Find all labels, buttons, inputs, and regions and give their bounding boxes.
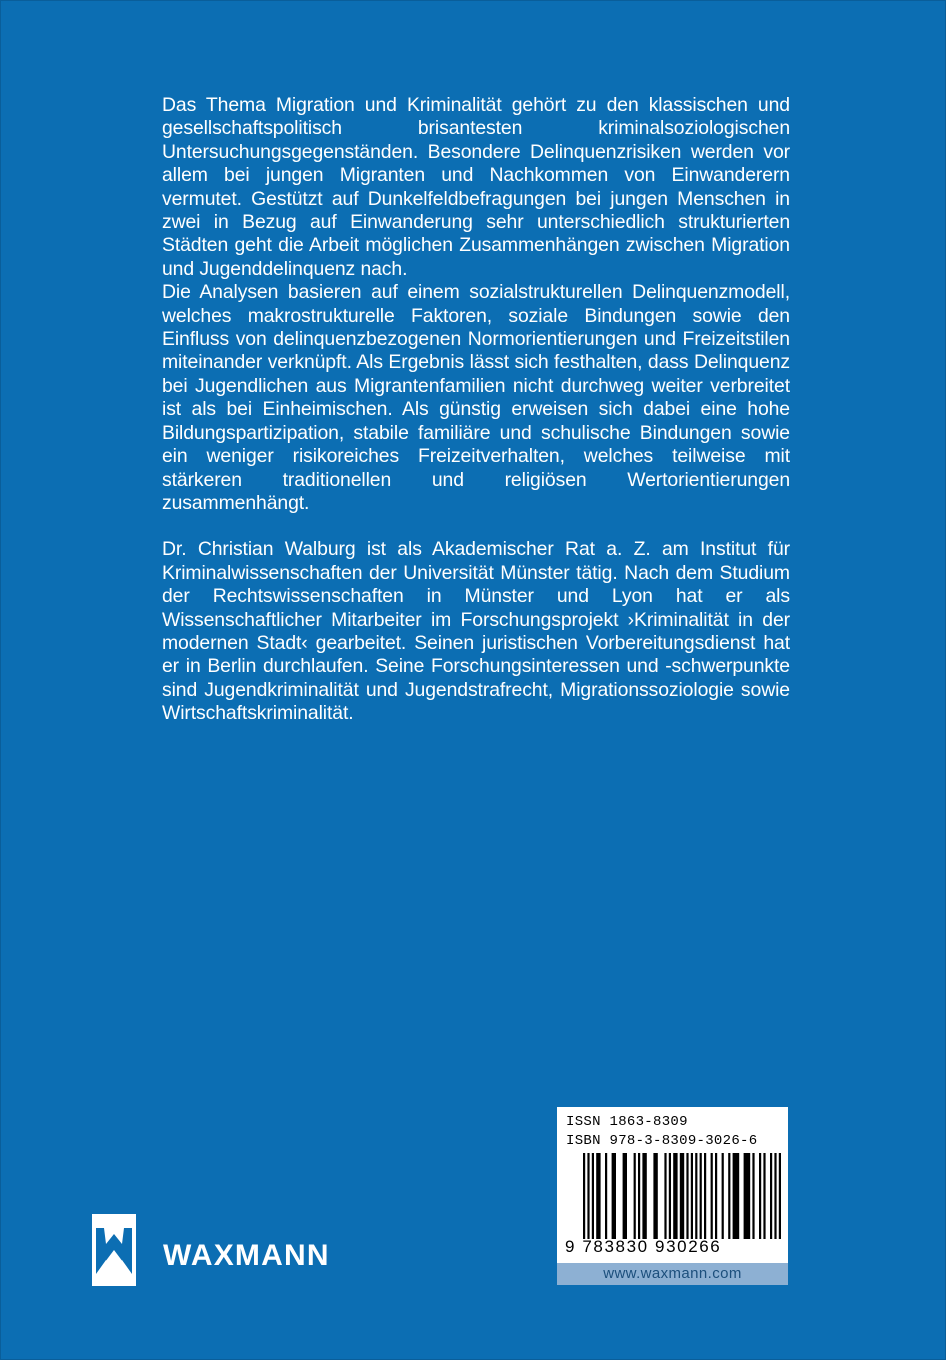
barcode-bar-22 — [722, 1153, 724, 1239]
barcode-bar-30 — [774, 1153, 776, 1239]
waxmann-w-logo-icon — [92, 1214, 136, 1286]
back-cover-blurb — [162, 94, 790, 726]
barcode-bar-21 — [715, 1153, 717, 1239]
barcode-bar-12 — [669, 1153, 671, 1239]
barcode-bar-25 — [744, 1153, 751, 1239]
barcode-bar-28 — [763, 1153, 765, 1239]
barcode-bar-8 — [638, 1153, 640, 1239]
publisher-url: www.waxmann.com — [557, 1263, 788, 1285]
barcode-bar-29 — [770, 1153, 772, 1239]
barcode-bar-1 — [587, 1153, 589, 1239]
barcode-bar-9 — [642, 1153, 646, 1239]
barcode-bars — [583, 1153, 781, 1239]
barcode-bar-11 — [664, 1153, 666, 1239]
barcode-bar-13 — [673, 1153, 677, 1239]
publisher-wordmark: WAXMANN — [163, 1239, 330, 1272]
barcode-bar-10 — [653, 1153, 657, 1239]
barcode-bar-0 — [583, 1153, 585, 1239]
barcode-bar-26 — [752, 1153, 754, 1239]
issn-number: ISSN 1863-8309 — [566, 1114, 688, 1130]
barcode-bar-17 — [695, 1153, 697, 1239]
barcode-bar-3 — [596, 1153, 600, 1239]
barcode-bar-5 — [612, 1153, 616, 1239]
barcode-box — [557, 1107, 788, 1285]
barcode-bar-6 — [623, 1153, 627, 1239]
barcode-bar-24 — [733, 1153, 740, 1239]
barcode-bar-4 — [605, 1153, 607, 1239]
barcode-bar-2 — [592, 1153, 594, 1239]
barcode-bar-15 — [686, 1153, 688, 1239]
barcode-bar-23 — [728, 1153, 730, 1239]
blurb-paragraph-2: Die Analysen basieren auf einem sozialstrukturellen Delinquenzmodell, welches makrostrukturelle Faktoren, soziale Bindungen sowie den Einfluss von delinquenzbezogenen Normorientierungen und Freizeitstilen miteinander verknüpft. Als Ergebnis lässt sich festhalten, dass Delinquenz bei Jugendlichen aus Migrantenfamilien nicht durchweg weiter verbreitet ist als bei Einheimischen. Als günstig erweisen sich dabei eine hohe Bildungspartizipation, stabile familiäre und schulische Bindungen sowie ein weniger risikoreiches Freizeitverhalten, welches teilweise mit stärkeren traditionellen und religiösen Wertorientierungen zusammenhängt. — [162, 281, 790, 514]
barcode-digits: 9 783830 930266 — [565, 1237, 722, 1256]
identifier-block — [566, 1113, 757, 1151]
blurb-paragraph-1: Das Thema Migration und Kriminalität gehört zu den klassischen und gesellschaftspolitisch brisantesten kriminalsoziologischen Untersuchungsgegenständen. Besondere Delinquenzrisiken werden vor allem bei jungen Migranten und Nachkommen von Einwanderern vermutet. Gestützt auf Dunkelfeldbefragungen bei jungen Menschen in zwei in Bezug auf Einwanderung sehr unterschiedlich strukturierten Städten geht die Arbeit möglichen Zusammenhängen zwischen Migration und Jugenddelinquenz nach. — [162, 94, 790, 280]
isbn-number: ISBN 978-3-8309-3026-6 — [566, 1133, 758, 1149]
barcode-bar-31 — [779, 1153, 781, 1239]
barcode-bar-27 — [759, 1153, 761, 1239]
barcode-bar-16 — [691, 1153, 693, 1239]
barcode-bar-20 — [711, 1153, 713, 1239]
barcode-bar-19 — [704, 1153, 706, 1239]
barcode-bar-14 — [680, 1153, 684, 1239]
barcode-bar-7 — [634, 1153, 636, 1239]
author-bio: Dr. Christian Walburg ist als Akademischer Rat a. Z. am Institut für Kriminalwissenschaften der Universität Münster tätig. Nach dem Studium der Rechtswissenschaften in Münster und Lyon hat er als Wissenschaftlicher Mitarbeiter im Forschungsprojekt ›Kriminalität in der modernen Stadt‹ gearbeitet. Seinen juristischen Vorbereitungsdienst hat er in Berlin durchlaufen. Seine Forschungsinteressen und -schwerpunkte sind Jugendkriminalität und Jugendstrafrecht, Migrationssoziologie sowie Wirtschaftskriminalität. — [162, 538, 790, 725]
barcode-bar-18 — [700, 1153, 702, 1239]
